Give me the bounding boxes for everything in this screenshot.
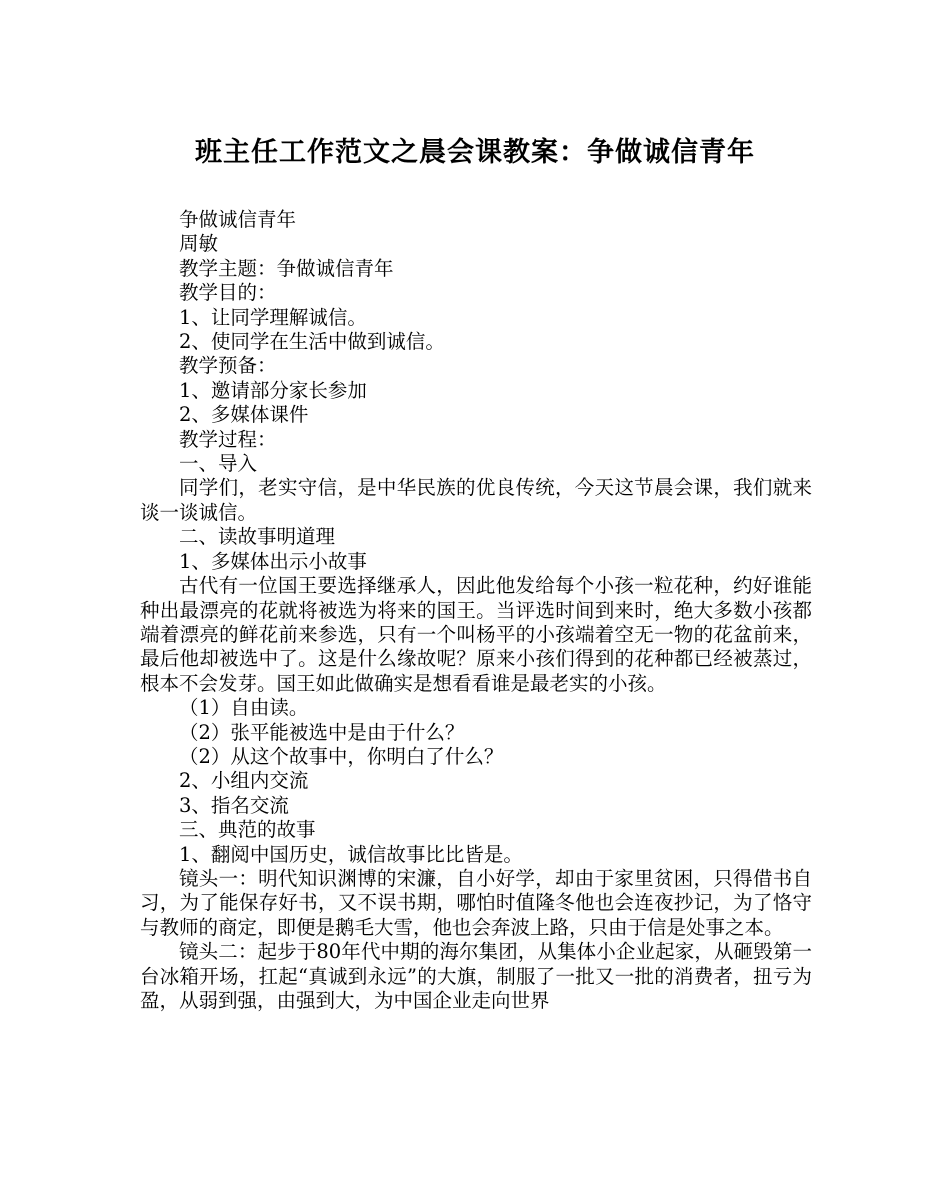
paragraph: 教学目的： [179,281,277,305]
paragraph: 2、使同学在生活中做到诚信。 [179,330,445,354]
paragraph: 教学预备： [179,354,277,378]
paragraph: 2、小组内交流 [179,769,309,793]
paragraph: 争做诚信青年 [179,208,297,231]
paragraph: 2、多媒体课件 [179,403,309,427]
paragraph: 二、读故事明道理 [179,525,336,549]
paragraph: 1、邀请部分家长参加 [179,378,367,402]
paragraph: （1）自由读。 [179,696,309,720]
paragraph: 3、指名交流 [179,793,289,817]
paragraph: 1、翻阅中国历史，诚信故事比比皆是。 [179,842,523,866]
paragraph: 镜头二：起步于80年代中期的海尔集团，从集体小企业起家，从砸毁第一台冰箱开场，扛起“真诚到永远”的大旗，制服了一批又一批的消费者，扭亏为盈，从弱到强，由强到大，为中国企业走向世界 [140,940,812,1012]
paragraph: （2）张平能被选中是由于什么？ [179,720,465,744]
paragraph: 古代有一位国王要选择继承人，因此他发给每个小孩一粒花种，约好谁能种出最漂亮的花就将被选为将来的国王。当评选时间到来时，绝大多数小孩都端着漂亮的鲜花前来参选，只有一个叫杨平的小孩端着空无一物的花盆前来，最后他却被选中了。这是什么缘故呢？原来小孩们得到的花种都已经被蒸过，根本不会发芽。国王如此做确实是想看看谁是最老实的小孩。 [140,574,812,695]
paragraph: 1、多媒体出示小故事 [179,549,367,573]
document-body [140,208,812,1013]
paragraph: 镜头一：明代知识渊博的宋濂，自小好学，却由于家里贫困，只得借书自习，为了能保存好书，又不误书期，哪怕时值隆冬他也会连夜抄记，为了恪守与教师的商定，即便是鹅毛大雪，他也会奔波上路，只由于信是处事之本。 [140,866,812,939]
paragraph: 一、导入 [179,452,258,476]
paragraph: 教学主题：争做诚信青年 [179,256,394,280]
paragraph: 同学们，老实守信，是中华民族的优良传统，今天这节晨会课，我们就来谈一谈诚信。 [140,476,812,524]
paragraph: 教学过程： [179,427,277,451]
paragraph: （2）从这个故事中，你明白了什么？ [179,744,504,768]
paragraph: 1、让同学理解诚信。 [179,305,367,329]
paragraph: 周敏 [179,232,219,256]
paragraph: 三、典范的故事 [179,818,316,842]
document-title: 班主任工作范文之晨会课教案：争做诚信青年 [195,137,755,168]
